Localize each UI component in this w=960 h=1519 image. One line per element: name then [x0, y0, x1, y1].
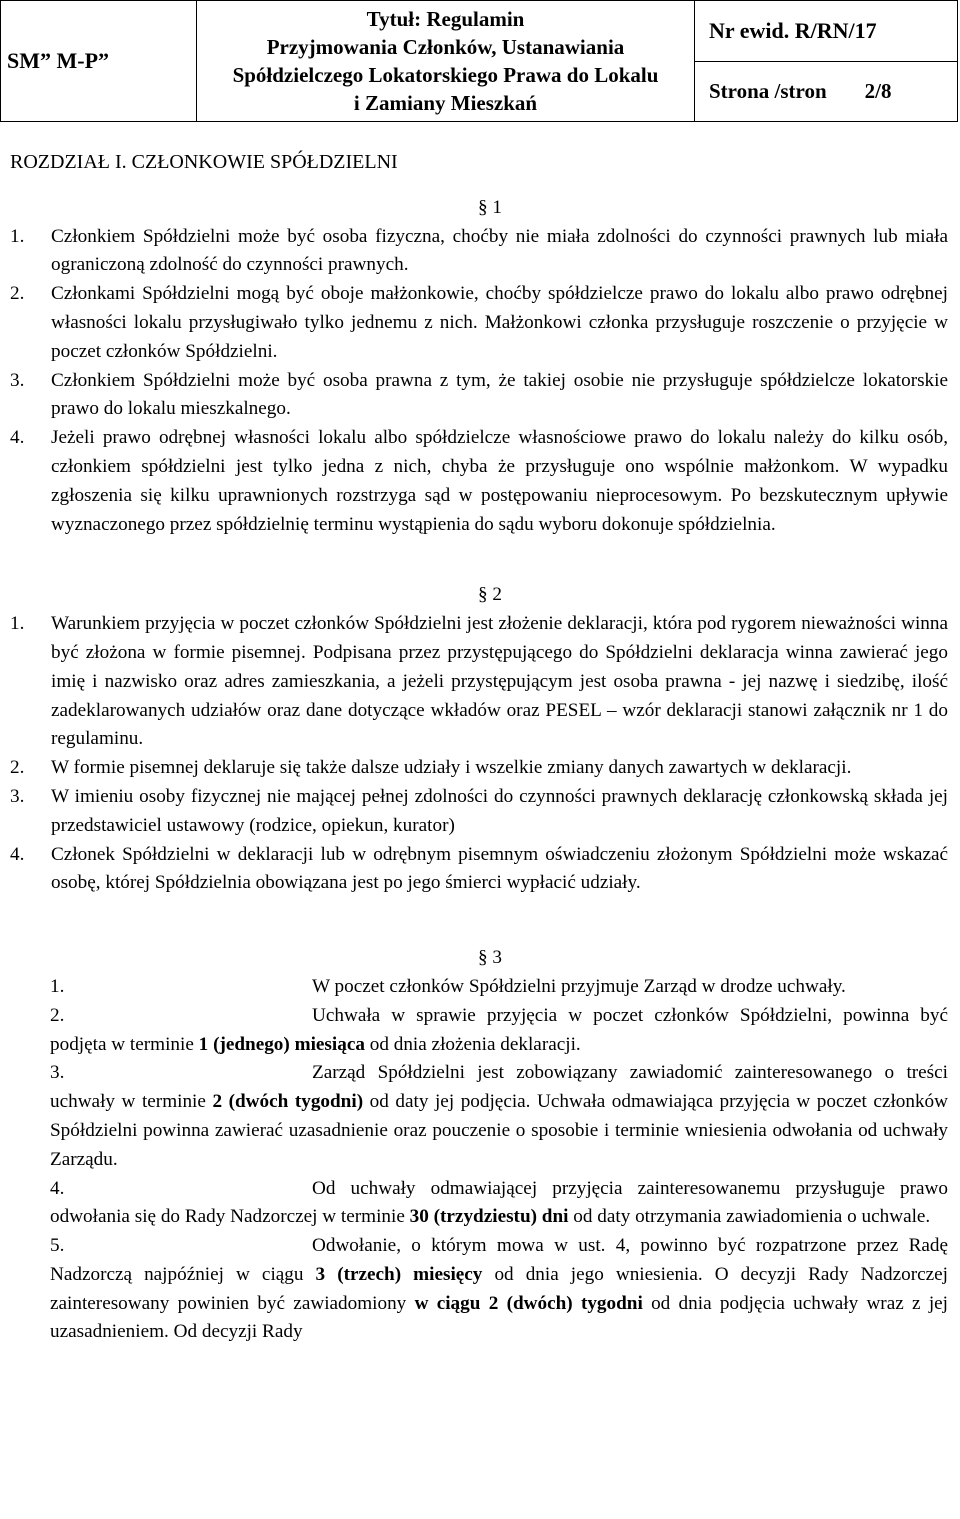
page-info: [695, 62, 957, 121]
item-text: Od uchwały odmawiającej przyjęcia zainteresowanemu przysługuje prawo odwołania się do Rady Nadzorczej w terminie: [50, 1177, 948, 1228]
item-text: Odwołanie, o którym mowa w ust. 4, powinno być rozpatrzone przez Radę Nadzorczą najpóźniej w ciągu: [50, 1235, 948, 1285]
item-number: 1.: [10, 225, 25, 247]
item-text: Członkiem Spółdzielni może być osoba prawna z tym, że takiej osobie nie przysługuje spółdzielcze lokatorskie prawo do lokalu mieszkalnego.: [51, 369, 948, 420]
paragraph-item: [10, 1059, 948, 1174]
item-text: od daty jej podjęcia. Uchwała odmawiająca przyjęcia w poczet członków Spółdzielni powinna zawierać uzasadnienie oraz pouczenie o sposobie i terminie wniesienia odwołania od uchwały Zarządu.: [50, 1091, 949, 1170]
bold-deadline: 1 (jednego) miesiąca: [198, 1033, 365, 1055]
item-text: od dnia złożenia deklaracji.: [364, 1033, 581, 1055]
paragraph-item: [10, 973, 948, 1002]
registry-number: Nr ewid. R/RN/17: [695, 1, 957, 62]
list-item: [10, 783, 948, 841]
item-number: 1.: [50, 975, 65, 997]
title-line: i Zamiany Mieszkań: [353, 91, 538, 115]
item-text: W formie pisemnej deklaruje się także dalsze udziały i wszelkie zmiany danych zawartych w deklaracji.: [51, 757, 852, 779]
item-text: Członek Spółdzielni w deklaracji lub w odrębnym pisemnym oświadczeniu złożonym Spółdzielni może wskazać osobę, której Spółdzielnia obowiązana jest po jego śmierci wypłacić udziały.: [51, 843, 948, 894]
title-line: Tytuł: Regulamin: [366, 7, 525, 31]
bold-deadline: 2 (dwóch tygodni): [212, 1091, 364, 1113]
item-number: 5.: [50, 1235, 65, 1257]
bold-deadline: 3 (trzech) miesięcy: [315, 1263, 483, 1285]
section-sign: § 1: [478, 196, 502, 218]
item-number: 1.: [10, 613, 25, 635]
list-item: [10, 367, 948, 425]
item-number: 3.: [10, 785, 25, 807]
document-meta: [695, 1, 957, 121]
list-item: [10, 841, 948, 899]
item-text: Jeżeli prawo odrębnej własności lokalu albo spółdzielcze własnościowe prawo do lokalu należy do kilku osób, członkiem spółdzielni jest tylko jedna z nich, chyba że przysługuje ono wspólnie małżonkom. W wypadku zgłoszenia się kilku uprawnionych rozstrzyga sąd w postępowaniu nieprocesowym. Po bezskutecznym upływie wyznaczonego przez spółdzielnię terminu wystąpienia do sądu wyboru dokonuje spółdzielnia.: [51, 427, 948, 535]
item-number: 4.: [10, 427, 25, 449]
paragraph-item: [10, 1232, 948, 1347]
item-text: Warunkiem przyjęcia w poczet członków Spółdzielni jest złożenie deklaracji, która pod rygorem nieważności winna być złożona w formie pisemnej. Podpisana przez przystępującego do Spółdzielni deklaracja winna zawierać jego imię i nazwisko oraz adres zamieszkania, a jeżeli przystępującym jest osoba prawna - jej nazwę i siedzibę, ilość zadeklarowanych udziałów oraz dane dotyczące wkładów oraz PESEL – wzór deklaracji stanowi załącznik nr 1 do regulaminu.: [51, 613, 948, 750]
list-item: [10, 424, 948, 539]
item-number: 3.: [50, 1062, 65, 1084]
item-text: W imieniu osoby fizycznej nie mającej pełnej zdolności do czynności prawnych deklarację członkowską składa jej przedstawiciel ustawowy (rodzice, opiekun, kurator): [51, 785, 948, 836]
item-text: W poczet członków Spółdzielni przyjmuje Zarząd w drodze uchwały.: [312, 975, 846, 997]
document-body: [10, 148, 948, 1347]
document-title: [197, 1, 695, 121]
item-text: Uchwała w sprawie przyjęcia w poczet członków Spółdzielni, powinna być podjęta w terminie: [50, 1004, 948, 1055]
bold-deadline: w ciągu 2 (dwóch) tygodni: [414, 1292, 643, 1314]
organization-code: SM” M-P”: [1, 1, 197, 121]
list-item: [10, 223, 948, 281]
item-number: 2.: [50, 1004, 65, 1026]
spacer: [10, 539, 948, 565]
item-number: 4.: [10, 843, 25, 865]
bold-deadline: 30 (trzydziestu) dni: [409, 1206, 569, 1228]
item-text: od dnia jego wniesienia. O decyzji Rady Nadzorczej zainteresowany powinien być zawiadomiony: [50, 1263, 948, 1314]
title-line: Przyjmowania Członków, Ustanawiania: [266, 35, 625, 59]
list-item: [10, 610, 948, 754]
page-number: 2/8: [864, 79, 892, 103]
item-text: Zarząd Spółdzielni jest zobowiązany zawiadomić zainteresowanego o treści uchwały w terminie: [50, 1062, 948, 1113]
item-number: 2.: [10, 283, 25, 305]
title-line: Spółdzielczego Lokatorskiego Prawa do Lokalu: [232, 63, 659, 87]
item-number: 2.: [10, 757, 25, 779]
document-header: [0, 0, 958, 122]
item-text: od daty otrzymania zawiadomienia o uchwale.: [568, 1206, 931, 1228]
item-text: Członkiem Spółdzielni może być osoba fizyczna, choćby nie miała zdolności do czynności prawnych lub miała ograniczoną zdolność do czynności prawnych.: [51, 225, 948, 276]
section-sign: § 3: [478, 947, 502, 969]
paragraph-item: [10, 1002, 948, 1060]
section-sign: § 2: [478, 584, 502, 606]
item-text: od dnia podjęcia uchwały wraz z jej uzasadnieniem. Od decyzji Rady: [50, 1292, 948, 1343]
page-label: Strona /stron: [709, 79, 827, 103]
item-number: 3.: [10, 369, 25, 391]
item-number: 4.: [50, 1177, 65, 1199]
chapter-heading: ROZDZIAŁ I. CZŁONKOWIE SPÓŁDZIELNI: [10, 151, 398, 173]
item-text: Członkami Spółdzielni mogą być oboje małżonkowie, choćby spółdzielcze prawo do lokalu albo prawo odrębnej własności lokalu przysługiwało tylko jednemu z nich. Małżonkowi członka przysługuje roszczenie o przyjęcie w poczet członków Spółdzielni.: [51, 283, 948, 362]
spacer: [10, 898, 948, 928]
paragraph-item: [10, 1175, 948, 1233]
list-item: [10, 754, 948, 783]
list-item: [10, 280, 948, 366]
